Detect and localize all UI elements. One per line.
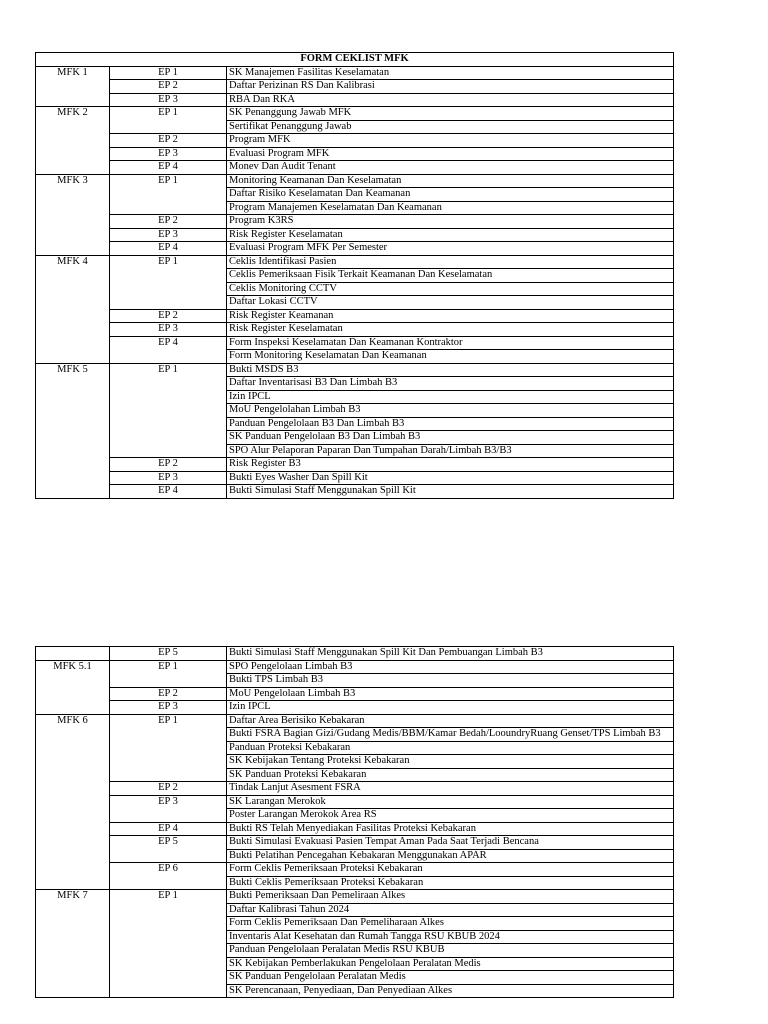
table-row: [36, 134, 674, 148]
checklist-item: Poster Larangan Merokok Area RS: [227, 809, 674, 823]
table-row: [36, 458, 674, 472]
ep-label: EP 1: [110, 107, 227, 134]
checklist-item: Bukti RS Telah Menyediakan Fasilitas Proteksi Kebakaran: [227, 822, 674, 836]
ep-label: EP 3: [110, 795, 227, 822]
checklist-item: Inventaris Alat Kesehatan dan Rumah Tangga RSU KBUB 2024: [227, 930, 674, 944]
table-row: [36, 660, 674, 674]
checklist-item: Form Inspeksi Keselamatan Dan Keamanan Kontraktor: [227, 336, 674, 350]
ep-label: EP 6: [110, 863, 227, 890]
ep-label: EP 3: [110, 701, 227, 715]
checklist-item: SK Penanggung Jawab MFK: [227, 107, 674, 121]
ep-label: EP 1: [110, 363, 227, 458]
ep-label: EP 5: [110, 647, 227, 661]
checklist-item: Program K3RS: [227, 215, 674, 229]
title-row: [36, 53, 674, 67]
checklist-item: SK Panduan Proteksi Kebakaran: [227, 768, 674, 782]
table-row: [36, 687, 674, 701]
mfk-label: MFK 5.1: [36, 660, 110, 714]
mfk-label: MFK 3: [36, 174, 110, 255]
table-row: [36, 822, 674, 836]
ep-label: EP 1: [110, 660, 227, 687]
ep-label: EP 4: [110, 822, 227, 836]
mfk-label: MFK 7: [36, 890, 110, 998]
checklist-item: SK Panduan Pengelolaan Peralatan Medis: [227, 971, 674, 985]
checklist-item: Panduan Pengelolaan B3 Dan Limbah B3: [227, 417, 674, 431]
checklist-item: Program Manajemen Keselamatan Dan Keamanan: [227, 201, 674, 215]
ep-label: EP 4: [110, 242, 227, 256]
checklist-item: MoU Pengelolahan Limbah B3: [227, 404, 674, 418]
checklist-item: Bukti Simulasi Evakuasi Pasien Tempat Aman Pada Saat Terjadi Bencana: [227, 836, 674, 850]
table-row: [36, 255, 674, 269]
ep-label: EP 1: [110, 255, 227, 309]
checklist-item: Ceklis Pemeriksaan Fisik Terkait Keamanan Dan Keselamatan: [227, 269, 674, 283]
ep-label: EP 1: [110, 890, 227, 998]
checklist-item: Bukti MSDS B3: [227, 363, 674, 377]
table-row: [36, 485, 674, 499]
checklist-item: Bukti Eyes Washer Dan Spill Kit: [227, 471, 674, 485]
table-row: [36, 836, 674, 850]
table-row: [36, 215, 674, 229]
table-row: [36, 863, 674, 877]
checklist-item: SK Manajemen Fasilitas Keselamatan: [227, 66, 674, 80]
checklist-item: Bukti Pemeriksaan Dan Pemeliraan Alkes: [227, 890, 674, 904]
checklist-item: SK Kebijakan Tentang Proteksi Kebakaran: [227, 755, 674, 769]
mfk-label: MFK 5: [36, 363, 110, 498]
table-row: [36, 701, 674, 715]
mfk-label: MFK 6: [36, 714, 110, 890]
ep-label: EP 2: [110, 458, 227, 472]
table-row: [36, 66, 674, 80]
table-row: [36, 93, 674, 107]
table-row: [36, 363, 674, 377]
ep-label: EP 1: [110, 174, 227, 215]
table-row: [36, 714, 674, 728]
mfk-label: MFK 1: [36, 66, 110, 107]
checklist-item: Bukti Simulasi Staff Menggunakan Spill Kit: [227, 485, 674, 499]
checklist-item: SPO Alur Pelaporan Paparan Dan Tumpahan Darah/Limbah B3/B3: [227, 444, 674, 458]
ep-label: EP 4: [110, 336, 227, 363]
checklist-item: Izin IPCL: [227, 701, 674, 715]
checklist-item: Ceklis Identifikasi Pasien: [227, 255, 674, 269]
table-row: [36, 228, 674, 242]
checklist-item: Evaluasi Program MFK Per Semester: [227, 242, 674, 256]
ep-label: EP 4: [110, 161, 227, 175]
checklist-item: Daftar Area Berisiko Kebakaran: [227, 714, 674, 728]
table-row: [36, 242, 674, 256]
mfk-label: [36, 647, 110, 661]
table-row: [36, 309, 674, 323]
checklist-table-2: [35, 646, 674, 998]
ep-label: EP 3: [110, 147, 227, 161]
ep-label: EP 2: [110, 215, 227, 229]
mfk-label: MFK 4: [36, 255, 110, 363]
checklist-item: SK Panduan Pengelolaan B3 Dan Limbah B3: [227, 431, 674, 445]
checklist-item: MoU Pengelolaan Limbah B3: [227, 687, 674, 701]
checklist-item: Bukti Ceklis Pemeriksaan Proteksi Kebakaran: [227, 876, 674, 890]
ep-label: EP 3: [110, 323, 227, 337]
checklist-item: Daftar Lokasi CCTV: [227, 296, 674, 310]
checklist-item: Form Monitoring Keselamatan Dan Keamanan: [227, 350, 674, 364]
checklist-item: RBA Dan RKA: [227, 93, 674, 107]
checklist-item: SK Perencanaan, Penyediaan, Dan Penyediaan Alkes: [227, 984, 674, 998]
table-row: [36, 471, 674, 485]
table-row: [36, 107, 674, 121]
checklist-item: Izin IPCL: [227, 390, 674, 404]
form-title: FORM CEKLIST MFK: [36, 53, 674, 67]
checklist-item: Risk Register Keselamatan: [227, 228, 674, 242]
table-row: [36, 782, 674, 796]
checklist-item: Bukti Pelatihan Pencegahan Kebakaran Menggunakan APAR: [227, 849, 674, 863]
checklist-item: Daftar Perizinan RS Dan Kalibrasi: [227, 80, 674, 94]
ep-label: EP 3: [110, 228, 227, 242]
ep-label: EP 3: [110, 471, 227, 485]
checklist-table-1: [35, 52, 674, 499]
checklist-item: Panduan Proteksi Kebakaran: [227, 741, 674, 755]
table-row: [36, 323, 674, 337]
table-row: [36, 174, 674, 188]
table-row: [36, 147, 674, 161]
checklist-item: Program MFK: [227, 134, 674, 148]
mfk-label: MFK 2: [36, 107, 110, 175]
checklist-item: SPO Pengelolaan Limbah B3: [227, 660, 674, 674]
table-row: [36, 336, 674, 350]
ep-label: EP 5: [110, 836, 227, 863]
checklist-item: Risk Register Keamanan: [227, 309, 674, 323]
ep-label: EP 3: [110, 93, 227, 107]
checklist-item: Evaluasi Program MFK: [227, 147, 674, 161]
table-row: [36, 647, 674, 661]
ep-label: EP 2: [110, 309, 227, 323]
checklist-item: SK Larangan Merokok: [227, 795, 674, 809]
checklist-item: Tindak Lanjut Asesment FSRA: [227, 782, 674, 796]
ep-label: EP 2: [110, 80, 227, 94]
checklist-item: Daftar Kalibrasi Tahun 2024: [227, 903, 674, 917]
checklist-item: Bukti Simulasi Staff Menggunakan Spill Kit Dan Pembuangan Limbah B3: [227, 647, 674, 661]
table-row: [36, 890, 674, 904]
checklist-item: Form Ceklis Pemeriksaan Proteksi Kebakaran: [227, 863, 674, 877]
checklist-item: Monev Dan Audit Tenant: [227, 161, 674, 175]
table-row: [36, 795, 674, 809]
checklist-item: Ceklis Monitoring CCTV: [227, 282, 674, 296]
ep-label: EP 2: [110, 134, 227, 148]
ep-label: EP 1: [110, 66, 227, 80]
checklist-item: Bukti TPS Limbah B3: [227, 674, 674, 688]
checklist-item: Risk Register B3: [227, 458, 674, 472]
checklist-item: SK Kebijakan Pemberlakukan Pengelolaan Peralatan Medis: [227, 957, 674, 971]
checklist-item: Daftar Inventarisasi B3 Dan Limbah B3: [227, 377, 674, 391]
checklist-item: Bukti FSRA Bagian Gizi/Gudang Medis/BBM/Kamar Bedah/LooundryRuang Genset/TPS Limbah B3: [227, 728, 674, 742]
checklist-item: Sertifikat Penanggung Jawab: [227, 120, 674, 134]
ep-label: EP 1: [110, 714, 227, 782]
checklist-item: Monitoring Keamanan Dan Keselamatan: [227, 174, 674, 188]
checklist-item: Risk Register Keselamatan: [227, 323, 674, 337]
checklist-item: Form Ceklis Pemeriksaan Dan Pemeliharaan Alkes: [227, 917, 674, 931]
ep-label: EP 4: [110, 485, 227, 499]
ep-label: EP 2: [110, 782, 227, 796]
checklist-item: Panduan Pengelolaan Peralatan Medis RSU KBUB: [227, 944, 674, 958]
table-row: [36, 80, 674, 94]
table-row: [36, 161, 674, 175]
checklist-item: Daftar Risiko Keselamatan Dan Keamanan: [227, 188, 674, 202]
ep-label: EP 2: [110, 687, 227, 701]
